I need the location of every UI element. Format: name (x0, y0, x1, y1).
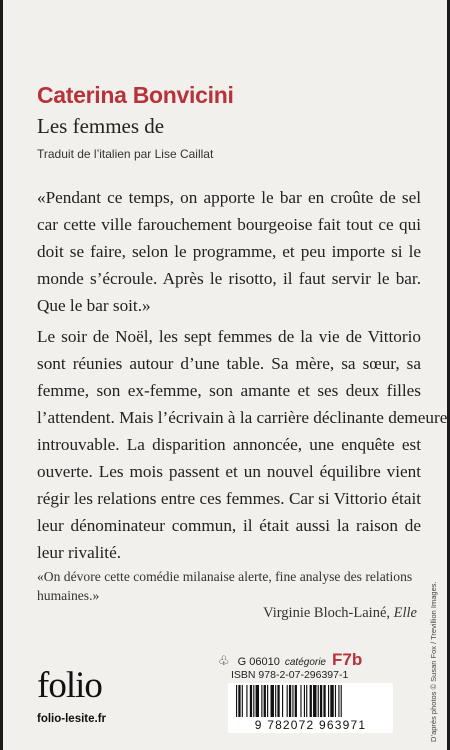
barcode-bar (238, 685, 240, 717)
critic-name: Virginie Bloch-Lainé, (263, 605, 391, 621)
barcode-bar (306, 685, 307, 717)
price-category: F7b (332, 650, 363, 669)
barcode-bar (271, 685, 274, 717)
summary-line: sont réunies autour d’une table. Sa mère, sa sœur, sa (37, 354, 421, 373)
translator-credit: Traduit de l’italien par Lise Caillat (37, 147, 214, 161)
barcode-bar (313, 685, 316, 717)
barcode-bar (330, 685, 333, 717)
barcode-bar (304, 685, 305, 717)
excerpt-line: Que le bar soit.» (37, 296, 151, 315)
barcode-bar (275, 685, 276, 717)
back-cover (3, 0, 447, 750)
barcode-bar (287, 685, 288, 717)
summary-line: l’attendent. Mais l’écrivain à la carrière déclinante demeure (37, 408, 447, 427)
barcode-bar (300, 685, 301, 717)
category-label: catégorie (284, 657, 326, 668)
excerpt-line: car cette ville farouchement bourgeoise fait tout ce qui (37, 215, 421, 234)
press-review (37, 567, 417, 605)
summary-line: leur dénominateur commun, il était aussi la raison de (37, 516, 421, 535)
barcode-bar (261, 685, 262, 717)
barcode-bar (292, 685, 293, 717)
product-code: G 06010 (237, 656, 280, 668)
review-line: humaines.» (37, 588, 100, 603)
excerpt-line: doit se faire, selon le programme, et peu importe si le (37, 242, 421, 261)
review-attribution (263, 605, 417, 622)
publisher-website: folio-lesite.fr (37, 713, 107, 725)
barcode-bar (335, 685, 336, 717)
publisher-logo: folio (37, 665, 102, 706)
club-icon: ♧ (218, 653, 230, 668)
author-name: Caterina Bonvicini (37, 82, 234, 108)
excerpt-line: monde s’écroule. Après le risotto, il faut servir le bar. (37, 269, 421, 288)
summary-line: régir les relations entre ces femmes. Car si Vittorio était (37, 489, 421, 508)
barcode-bar (310, 685, 312, 717)
barcode-bar (242, 685, 243, 717)
barcode-bar (246, 685, 247, 717)
barcode-bar (282, 685, 283, 717)
excerpt-quote (37, 184, 421, 319)
summary-line: ouverte. Les mois passent et un nouvel équilibre vient (37, 462, 421, 481)
book-title: Les femmes de (37, 114, 165, 138)
barcode (228, 683, 393, 733)
summary-paragraph (37, 323, 447, 566)
barcode-bars (236, 685, 385, 717)
barcode-bar (318, 685, 319, 717)
barcode-bar (250, 685, 252, 717)
barcode-bar (267, 685, 268, 717)
barcode-bar (277, 685, 279, 717)
barcode-bar (256, 685, 259, 717)
barcode-bar (323, 685, 325, 717)
summary-line: femme, son ex-femme, son amante et ses deux filles (37, 381, 421, 400)
excerpt-line: «Pendant ce temps, on apporte le bar en croûte de sel (37, 188, 421, 207)
summary-line: Le soir de Noël, les sept femmes de la vie de Vittorio (37, 327, 421, 346)
barcode-bar (236, 685, 237, 717)
barcode-number: 9 782072 963971 (254, 718, 367, 732)
isbn-number: ISBN 978-2-07-296397-1 (231, 669, 349, 681)
barcode-bar (338, 685, 339, 717)
photo-credit: D’après photos © Susan Fox / Trevillion Images. (429, 581, 438, 742)
summary-line: leur rivalité. (37, 543, 121, 562)
barcode-bar (320, 685, 322, 717)
summary-line: introuvable. La disparition annoncée, une enquête est (37, 435, 421, 454)
review-line: «On dévore cette comédie milanaise alerte, fine analyse des relations (37, 569, 413, 584)
review-source: Elle (393, 605, 417, 621)
barcode-bar (253, 685, 254, 717)
barcode-bar (264, 685, 266, 717)
product-code-row (218, 650, 362, 670)
barcode-bar (341, 685, 342, 717)
barcode-bar (328, 685, 329, 717)
barcode-bar (289, 685, 291, 717)
barcode-bar (295, 685, 297, 717)
